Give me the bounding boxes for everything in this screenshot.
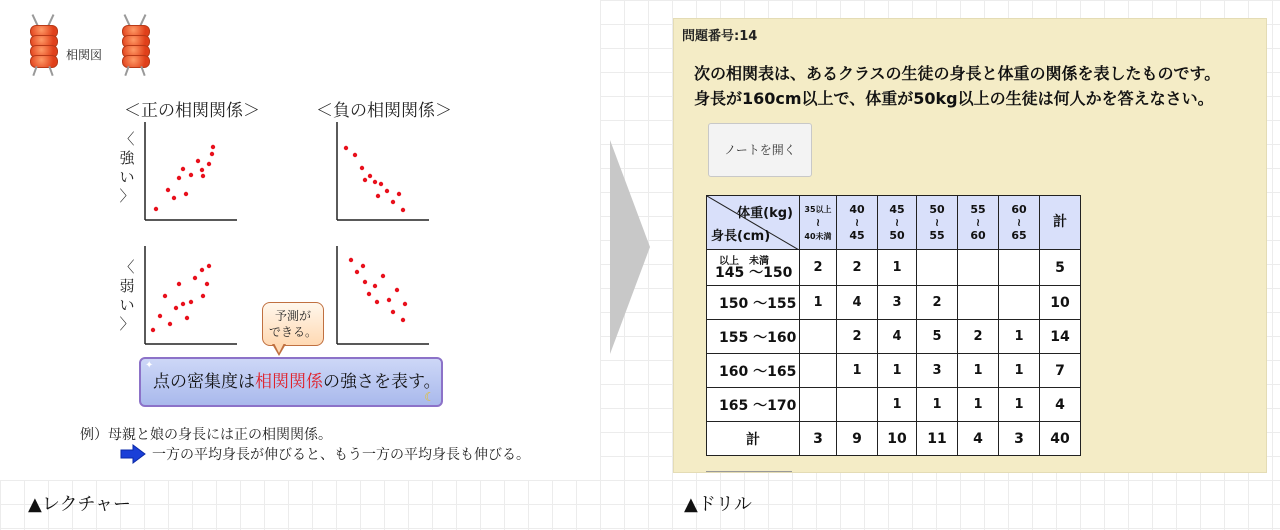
table-cell: 5 <box>917 320 958 354</box>
table-row <box>707 250 1081 286</box>
table-cell: 1 <box>917 388 958 422</box>
plot-dot <box>349 258 353 262</box>
plot-dot <box>373 180 377 184</box>
column-header: 55 ≀ 60 <box>958 196 999 250</box>
column-total: 4 <box>958 422 999 456</box>
plot-dot <box>207 264 211 268</box>
column-total: 10 <box>878 422 917 456</box>
plot-dot <box>368 174 372 178</box>
plot-dot <box>353 153 357 157</box>
plot-dot <box>376 194 380 198</box>
question-number: 問題番号:14 <box>682 29 758 44</box>
table-cell: 1 <box>999 354 1040 388</box>
row-label: 160 〜165 <box>707 354 800 388</box>
plot-dot <box>196 159 200 163</box>
plot-dot <box>344 146 348 150</box>
plot-dot <box>379 182 383 186</box>
table-cell: 3 <box>878 286 917 320</box>
lecture-caption: ▲レクチャー <box>28 494 131 515</box>
chevron-right-icon <box>610 140 650 355</box>
table-cell: 1 <box>958 354 999 388</box>
negative-correlation-title: ＜負の相関関係＞ <box>316 101 452 121</box>
plot-dot <box>391 310 395 314</box>
density-prefix: 点の密集度は <box>153 372 255 392</box>
grand-total: 40 <box>1040 422 1081 456</box>
table-cell: 4 <box>878 320 917 354</box>
plot-dot <box>385 189 389 193</box>
row-unit-note: 以上 未満 <box>719 256 769 267</box>
table-row <box>707 286 1081 320</box>
sparkle-icon: ✦ <box>145 360 154 371</box>
robot-mascot-left <box>28 14 58 76</box>
plot-dot <box>205 282 209 286</box>
plot-positive-strong <box>143 122 238 222</box>
plot-dot <box>185 316 189 320</box>
plot-dot <box>154 207 158 211</box>
strong-label: 〈 強 い 〉 <box>119 130 135 205</box>
table-cell <box>958 286 999 320</box>
plot-dot <box>181 167 185 171</box>
plot-dot <box>373 284 377 288</box>
table-cell <box>800 388 837 422</box>
row-total: 5 <box>1040 250 1081 286</box>
arrow-text: 一方の平均身長が伸びると、もう一方の平均身長も伸びる。 <box>152 447 530 463</box>
plot-dot <box>381 274 385 278</box>
density-highlight: 相関関係 <box>255 372 323 392</box>
moon-icon: ☾ <box>424 390 435 404</box>
table-corner-header <box>707 196 800 250</box>
question-line-2: 身長が160cm以上で、体重が50kg以上の生徒は何人かを答えなさい。 <box>694 89 1214 108</box>
plot-dot <box>151 328 155 332</box>
plot-dot <box>166 188 170 192</box>
table-cell <box>999 250 1040 286</box>
column-total: 9 <box>837 422 878 456</box>
table-cell <box>800 354 837 388</box>
correlation-table <box>706 195 1081 456</box>
plot-dot <box>355 270 359 274</box>
plot-dot <box>201 294 205 298</box>
plot-negative-strong <box>335 122 430 222</box>
blue-arrow-icon <box>120 444 146 464</box>
plot-dot <box>363 280 367 284</box>
plot-dot <box>367 292 371 296</box>
density-explanation-box <box>139 357 443 407</box>
table-cell: 3 <box>917 354 958 388</box>
height-header: 身長(cm) <box>711 229 771 244</box>
table-cell: 2 <box>917 286 958 320</box>
column-total: 3 <box>800 422 837 456</box>
plot-dot <box>403 302 407 306</box>
question-line-1: 次の相関表は、あるクラスの生徒の身長と体重の関係を表したものです。 <box>694 64 1221 83</box>
table-cell <box>917 250 958 286</box>
weight-header: 体重(kg) <box>737 206 793 221</box>
row-label: 150 〜155 <box>707 286 800 320</box>
next-button-partial[interactable] <box>706 471 792 473</box>
plot-dot <box>174 306 178 310</box>
total-column-header: 計 <box>1040 196 1081 250</box>
plot-dot <box>391 200 395 204</box>
table-header-row <box>707 196 1081 250</box>
table-cell <box>800 320 837 354</box>
total-row-label: 計 <box>707 422 800 456</box>
row-total: 7 <box>1040 354 1081 388</box>
plot-dot <box>395 288 399 292</box>
table-row <box>707 320 1081 354</box>
table-cell: 2 <box>800 250 837 286</box>
plot-dot <box>181 302 185 306</box>
plot-dot <box>177 176 181 180</box>
table-cell: 1 <box>958 388 999 422</box>
plot-dot <box>200 168 204 172</box>
open-note-button[interactable]: ノートを開く <box>708 123 812 177</box>
column-header: 40 ≀ 45 <box>837 196 878 250</box>
robot-mascot-right <box>120 14 150 76</box>
plot-dot <box>177 282 181 286</box>
column-header: 45 ≀ 50 <box>878 196 917 250</box>
row-label: 以上 未満 145 〜150 <box>707 250 800 286</box>
table-cell: 1 <box>878 388 917 422</box>
plot-dot <box>189 173 193 177</box>
table-cell <box>999 286 1040 320</box>
table-cell <box>958 250 999 286</box>
plot-dot <box>360 166 364 170</box>
plot-dot <box>163 294 167 298</box>
example-text: 例）母親と娘の身長には正の相関関係。 <box>80 427 332 443</box>
plot-dot <box>201 174 205 178</box>
plot-positive-weak <box>143 246 238 346</box>
plot-dot <box>363 178 367 182</box>
table-cell: 4 <box>837 286 878 320</box>
plot-dot <box>172 196 176 200</box>
plot-dot <box>375 300 379 304</box>
question-text <box>694 61 1264 111</box>
density-suffix: の強さを表す。 <box>323 372 441 392</box>
row-total: 14 <box>1040 320 1081 354</box>
weak-label: 〈 弱 い 〉 <box>119 258 135 333</box>
table-cell: 1 <box>878 354 917 388</box>
prediction-bubble: 予測が できる。 <box>262 302 324 346</box>
bubble-tail-fill <box>274 343 284 353</box>
drill-panel <box>673 18 1267 473</box>
table-cell: 1 <box>999 388 1040 422</box>
table-cell: 2 <box>837 320 878 354</box>
plot-dot <box>168 322 172 326</box>
table-cell: 1 <box>837 354 878 388</box>
row-total: 4 <box>1040 388 1081 422</box>
table-total-row <box>707 422 1081 456</box>
plot-dot <box>210 152 214 156</box>
positive-correlation-title: ＜正の相関関係＞ <box>124 101 260 121</box>
table-cell: 1 <box>878 250 917 286</box>
row-label: 155 〜160 <box>707 320 800 354</box>
plot-dot <box>361 264 365 268</box>
table-cell: 2 <box>837 250 878 286</box>
column-header: 50 ≀ 55 <box>917 196 958 250</box>
column-header: 60 ≀ 65 <box>999 196 1040 250</box>
table-cell: 1 <box>999 320 1040 354</box>
table-cell: 1 <box>800 286 837 320</box>
plot-dot <box>401 208 405 212</box>
arrow-explanation <box>120 444 530 464</box>
plot-dot <box>158 314 162 318</box>
table-cell <box>837 388 878 422</box>
plot-dot <box>189 300 193 304</box>
plot-dot <box>211 145 215 149</box>
column-total: 3 <box>999 422 1040 456</box>
row-label: 165 〜170 <box>707 388 800 422</box>
lecture-panel <box>0 0 600 480</box>
plot-dot <box>200 268 204 272</box>
plot-dot <box>397 192 401 196</box>
column-total: 11 <box>917 422 958 456</box>
column-header: 35以上 ≀ 40未満 <box>800 196 837 250</box>
plot-dot <box>387 298 391 302</box>
table-row <box>707 354 1081 388</box>
plot-dot <box>193 276 197 280</box>
plot-negative-weak <box>335 246 430 346</box>
plot-dot <box>184 192 188 196</box>
row-total: 10 <box>1040 286 1081 320</box>
plot-dot <box>401 318 405 322</box>
lecture-title: 相関図 <box>66 48 103 62</box>
drill-caption: ▲ドリル <box>684 494 752 515</box>
plot-dot <box>207 162 211 166</box>
table-cell: 2 <box>958 320 999 354</box>
table-row <box>707 388 1081 422</box>
